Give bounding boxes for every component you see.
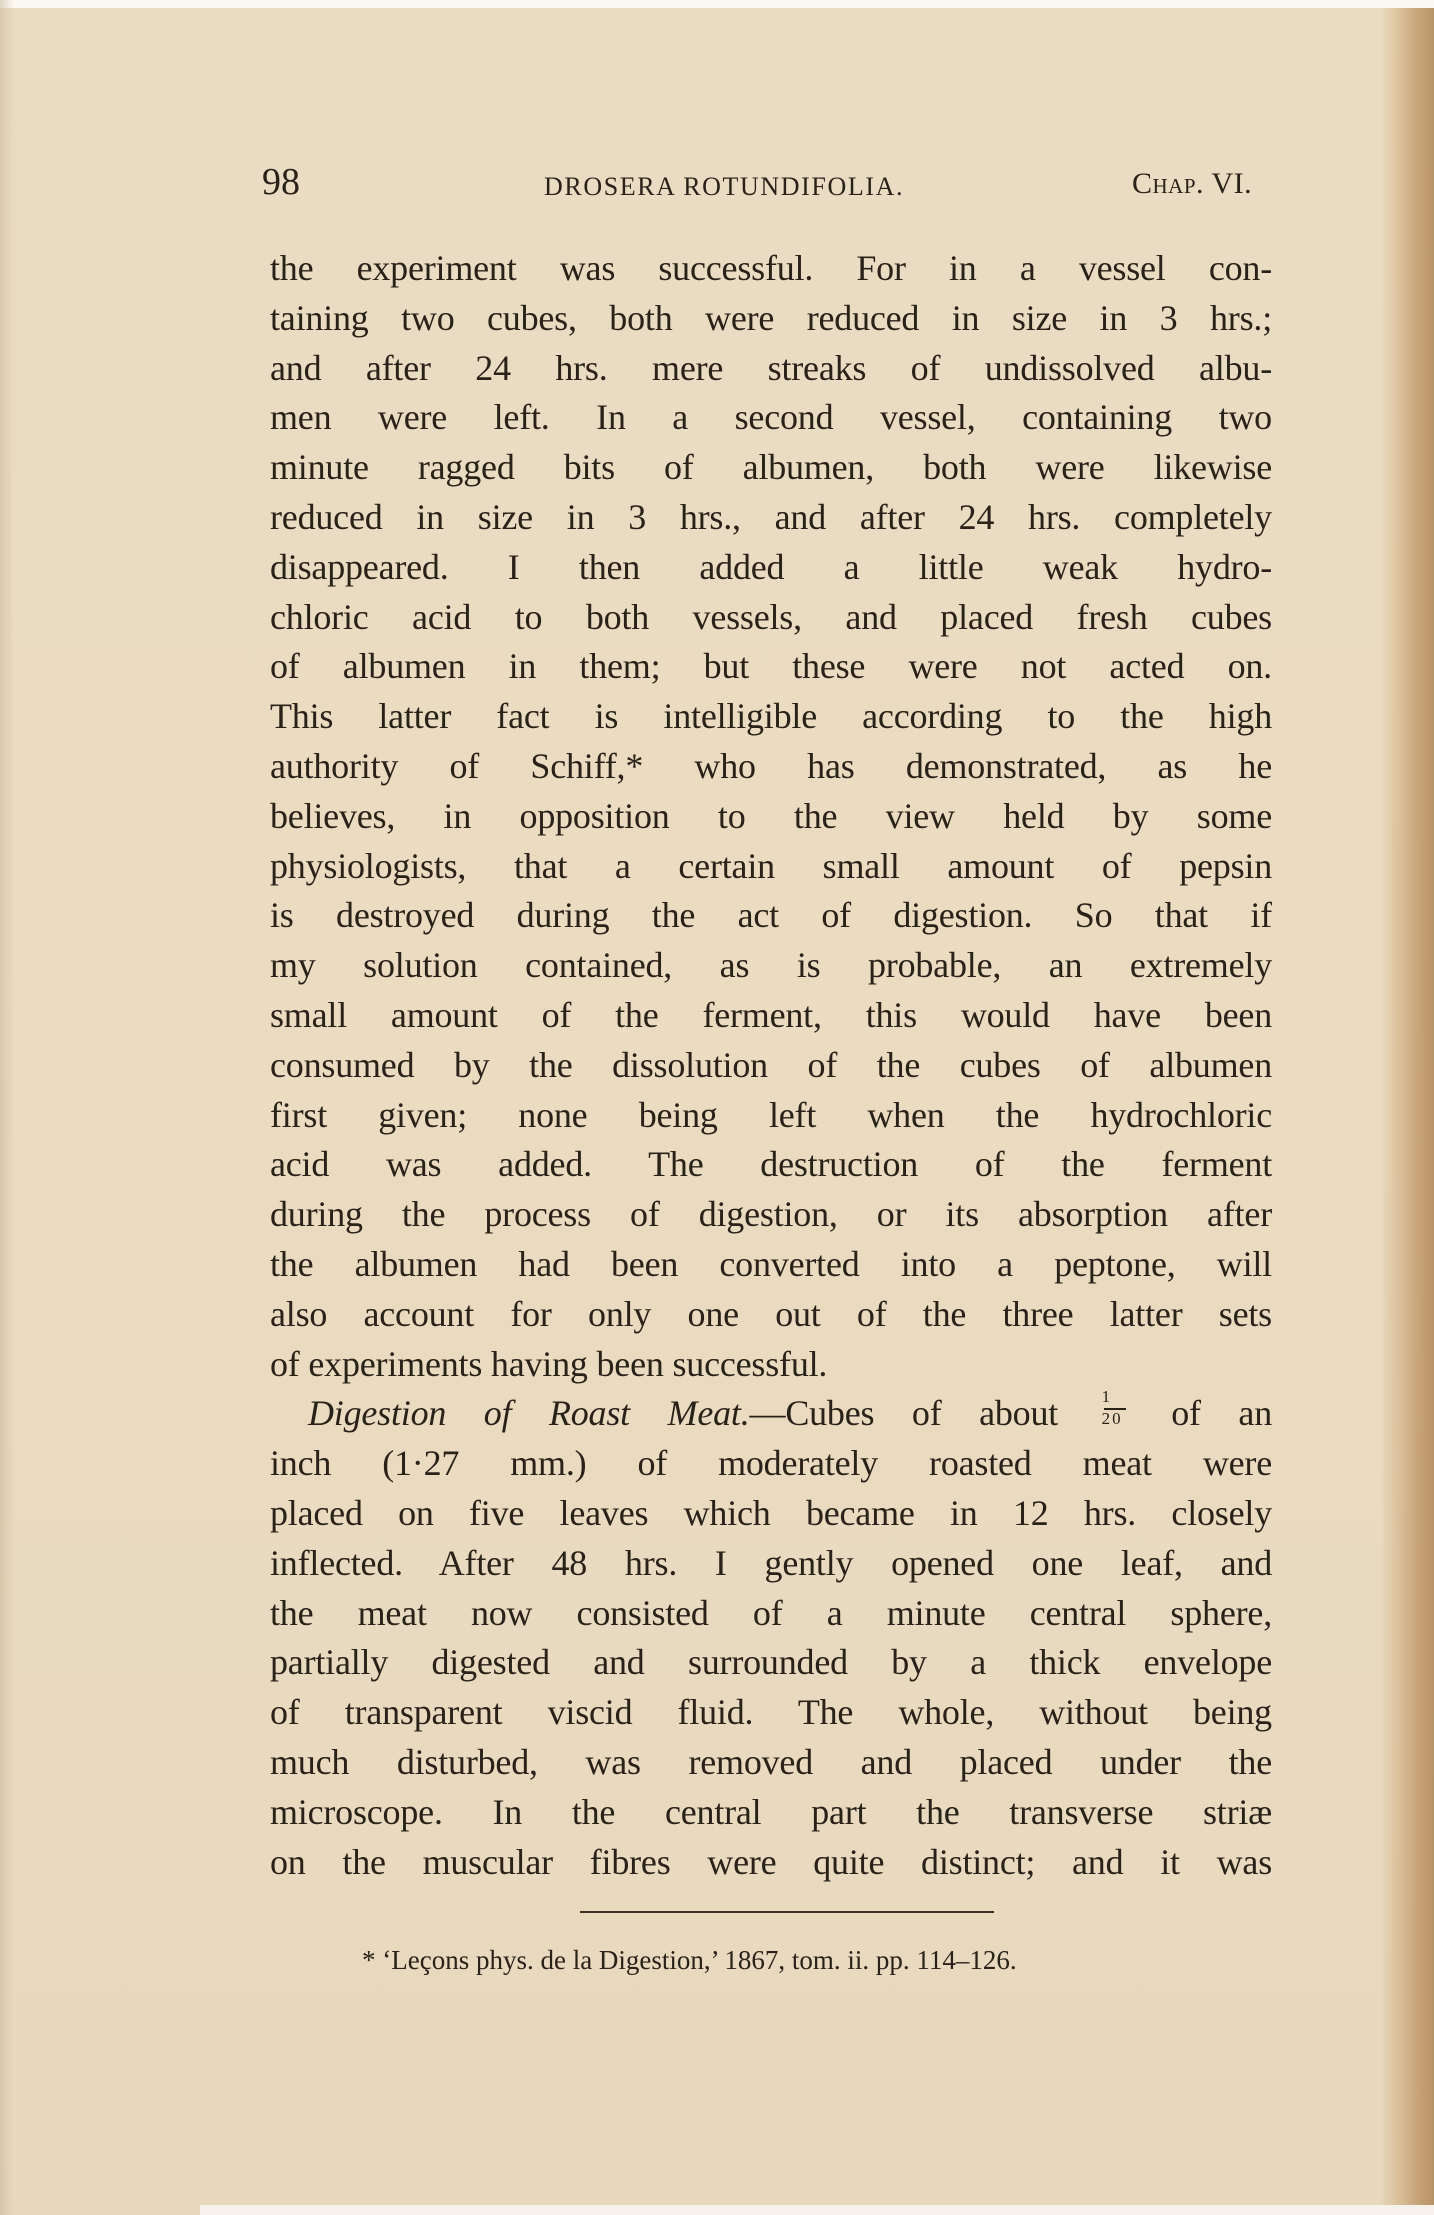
- running-title: DROSERA ROTUNDIFOLIA.: [544, 172, 905, 201]
- text-line: during the process of digestion, or its absorption after: [270, 1194, 1272, 1235]
- chapter-label: Chap. VI.: [1132, 167, 1253, 200]
- text-line: of transparent viscid fluid. The whole, without being: [270, 1692, 1272, 1733]
- section-text: —Cubes of about: [749, 1393, 1059, 1434]
- scan-top-margin: [0, 0, 1434, 8]
- text-line: partially digested and surrounded by a thick envelope: [270, 1642, 1272, 1683]
- text-line: microscope. In the central part the transverse striæ: [270, 1791, 1272, 1832]
- text-line: on the muscular fibres were quite distinct; and it was: [270, 1841, 1272, 1882]
- text-line: disappeared. I then added a little weak hydro-: [270, 546, 1272, 587]
- text-line: is destroyed during the act of digestion. So that if: [270, 895, 1272, 936]
- footnote-rule: [580, 1911, 994, 1913]
- text-line: consumed by the dissolution of the cubes of albumen: [270, 1044, 1272, 1085]
- text-line: This latter fact is intelligible according to the high: [270, 696, 1272, 737]
- body-text: [270, 244, 1272, 1887]
- text-line: small amount of the ferment, this would have been: [270, 994, 1272, 1035]
- text-line: also account for only one out of the three latter sets: [270, 1293, 1272, 1334]
- text-line: authority of Schiff,* who has demonstrated, as he: [270, 745, 1272, 786]
- section-heading: Digestion of Roast Meat.: [308, 1393, 750, 1434]
- scan-bottom-margin: [200, 2205, 1434, 2215]
- section-first-line: [270, 1389, 1272, 1439]
- text-line: physiologists, that a certain small amount of pepsin: [270, 845, 1272, 886]
- text-line: men were left. In a second vessel, containing two: [270, 397, 1272, 438]
- footnote: * ‘Leçons phys. de la Digestion,’ 1867, tom. ii. pp. 114–126.: [362, 1945, 1017, 1975]
- fraction-denominator: 20: [1101, 1409, 1123, 1429]
- text-line: minute ragged bits of albumen, both were likewise: [270, 447, 1272, 488]
- text-line: the meat now consisted of a minute central sphere,: [270, 1592, 1272, 1633]
- text-line: acid was added. The destruction of the ferment: [270, 1144, 1272, 1185]
- text-line: reduced in size in 3 hrs., and after 24 hrs. completely: [270, 496, 1272, 537]
- text-line: of experiments having been successful.: [270, 1343, 828, 1384]
- text-line: inflected. After 48 hrs. I gently opened one leaf, and: [270, 1542, 1272, 1583]
- page-number: 98: [262, 161, 300, 203]
- text-line: and after 24 hrs. mere streaks of undissolved albu-: [270, 347, 1272, 388]
- text-line: much disturbed, was removed and placed under the: [270, 1741, 1272, 1782]
- text-line: inch (1·27 mm.) of moderately roasted meat were: [270, 1443, 1272, 1484]
- fraction: [1101, 1389, 1128, 1429]
- text-line: first given; none being left when the hydrochloric: [270, 1094, 1272, 1135]
- text-line: believes, in opposition to the view held by some: [270, 795, 1272, 836]
- text-line: the albumen had been converted into a peptone, will: [270, 1243, 1272, 1284]
- fraction-numerator: 1: [1101, 1389, 1110, 1407]
- page-left-edge: [0, 0, 14, 2215]
- text-line: taining two cubes, both were reduced in size in 3 hrs.;: [270, 297, 1272, 338]
- text-line: placed on five leaves which became in 12 hrs. closely: [270, 1492, 1272, 1533]
- text-line: of albumen in them; but these were not acted on.: [270, 646, 1272, 687]
- section-text: of an: [1171, 1393, 1272, 1434]
- text-line: the experiment was successful. For in a vessel con-: [270, 248, 1272, 288]
- text-line: my solution contained, as is probable, an extremely: [270, 945, 1272, 986]
- text-line: chloric acid to both vessels, and placed fresh cubes: [270, 596, 1272, 637]
